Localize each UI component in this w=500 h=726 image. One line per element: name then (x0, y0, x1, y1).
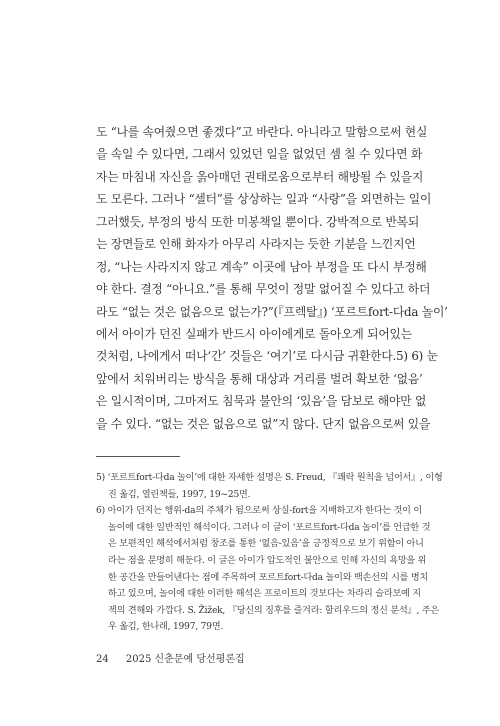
book-title: 2025 신춘문예 당선평론집 (125, 654, 245, 665)
footnote-divider (96, 456, 180, 457)
footnote-line: 5) ‘포르트fort-다da 놀이’에 대한 자세한 설명은 S. Freud, 『쾌락 원칙을 넘어서』, 이형 (96, 473, 443, 483)
body-line: 그러했듯, 부정의 방식 또한 미봉책일 뿐이다. 강박적으로 반복되 (96, 214, 420, 229)
body-text (96, 121, 448, 435)
footnote-line: 은 보편적인 해석에서처럼 창조를 통한 ‘없음-있음’을 긍정적으로 보기 위함이 아니 (108, 539, 424, 550)
body-line: 은 일시적이며, 그마저도 침묵과 불안의 ‘있음’을 담보로 해야만 없 (96, 394, 427, 409)
body-line: 에서 아이가 던진 실패가 반드시 아이에게로 돌아오게 되어있는 (96, 326, 412, 341)
footnote-line: 6) 아이가 던지는 행위-da의 주체가 됨으로써 상실-fort을 지배하고자 한다는 것이 이 (96, 506, 423, 517)
footnote-line: 젝의 견해와 가깝다. S. Žižek, 『당신의 징후를 즐겨라: 할리우드의 정신 분석』, 주은 (108, 605, 439, 616)
footnote-line: 라는 점을 분명히 해둔다. 이 글은 아이가 압도적인 불안으로 인해 자신의 욕망을 위 (108, 555, 427, 566)
body-line: 자는 마침내 자신을 옭아매던 권태로움으로부터 해방될 수 있을지 (96, 169, 424, 184)
footnote-line: 우 옮김, 한나래, 1997, 79면. (108, 622, 224, 633)
body-line: 는 장면들로 인해 화자가 아무리 사라지는 듯한 기분을 느낀지언 (96, 237, 416, 252)
body-line: 라도 “없는 것은 없음으로 없는가?”(『프렉탈』) ‘포르트fort-다da 놀이’ (96, 304, 448, 319)
body-line: 을 속일 수 있다면, 그래서 있었던 일을 없었던 셈 칠 수 있다면 화 (96, 147, 423, 162)
footnote-line: 진 옮김, 열린책들, 1997, 19~25면. (108, 489, 251, 500)
body-line: 앞에서 치워버리는 방식을 통해 대상과 거리를 벌려 확보한 ‘없음’ (96, 371, 423, 386)
body-line: 것처럼, 나에게서 떠나‘간’ 것들은 ‘여기’로 다시금 귀환한다.5) 6) 눈 (96, 349, 438, 364)
body-line: 정, “나는 사라지지 않고 계속” 이곳에 남아 부정을 또 다시 부정해 (96, 259, 427, 274)
body-line: 도 “나를 속여줬으면 좋겠다”고 바란다. 아니라고 말함으로써 현실 (96, 125, 428, 139)
footnote-line: 하고 있으며, 놀이에 대한 이러한 해석은 프로이트의 것보다는 차라리 슬라보예 지 (108, 589, 421, 600)
body-line: 야 한다. 결정 “아니요.”를 통해 무엇이 정말 없어질 수 있다고 하더 (96, 282, 431, 297)
page-footer (96, 650, 245, 665)
footnote-line: 한 공간을 만들어낸다는 점에 주목하여 포르트fort-다da 놀이와 백손선의 시를 병치 (108, 572, 429, 583)
footnote-line: 놀이에 대한 일반적인 해석이다. 그러나 이 글이 ‘포르트fort-다da 놀이’를 언급한 것 (108, 522, 431, 533)
footnotes (96, 470, 443, 636)
body-line: 을 수 있다. “없는 것은 없음으로 없”지 않다. 단지 없음으로써 있을 (96, 416, 431, 431)
body-line: 도 모른다. 그러나 “셀터”를 상상하는 일과 “사랑”을 외면하는 일이 (96, 192, 432, 207)
page-number: 24 (96, 654, 109, 665)
